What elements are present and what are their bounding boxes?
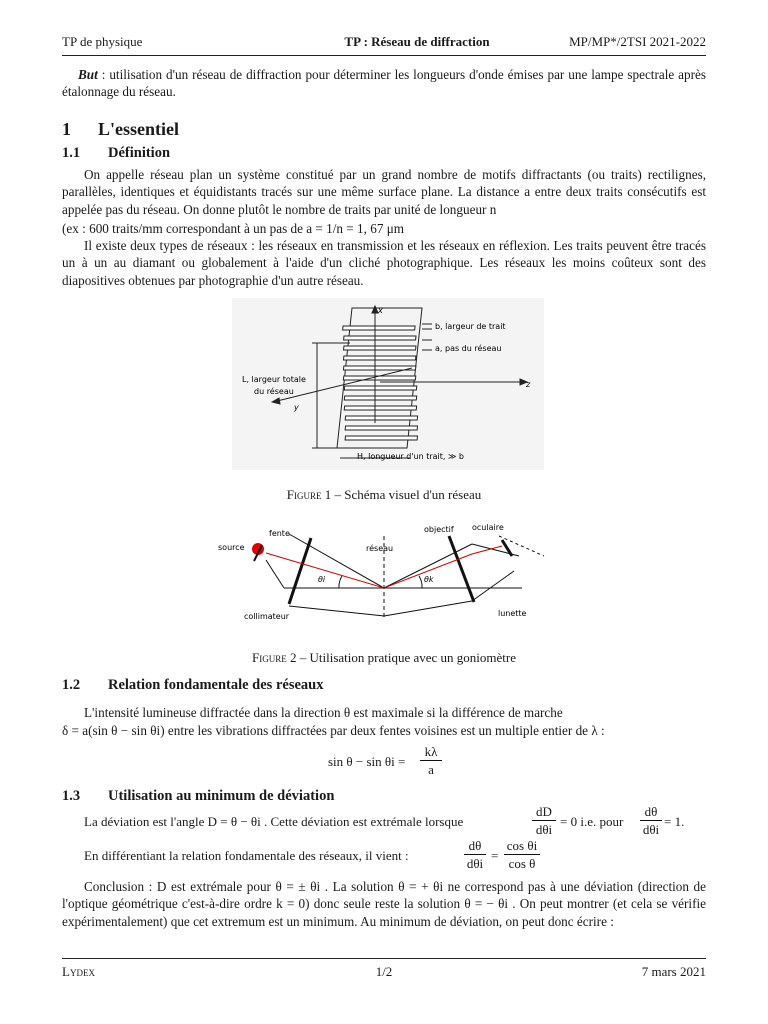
goal-text: : utilisation d'un réseau de diffraction pour déterminer les longueurs d'onde émises par une lampe spectrale après étalonnage du réseau.	[62, 67, 706, 100]
deviation-text-2: = 0 i.e. pour	[560, 814, 624, 829]
goal-paragraph	[62, 66, 706, 101]
figure-1-caption-label: Figure 1	[286, 487, 332, 502]
label-theta-k: θk	[424, 575, 434, 584]
label-total-width-1: L, largeur totale	[242, 375, 306, 384]
figure-2-caption-label: Figure 2	[252, 650, 297, 665]
footer-rule	[62, 958, 706, 959]
deviation-text-3: = 1.	[664, 814, 685, 829]
label-total-width-2: du réseau	[254, 387, 294, 396]
label-trait-length: H, longueur d'un trait, ≫ b	[357, 452, 464, 461]
section-1-3-title: Utilisation au minimum de déviation	[108, 788, 335, 804]
differentiation-fraction1-den: dθi	[466, 856, 484, 871]
figure-1-caption	[62, 487, 706, 503]
header-title: TP : Réseau de diffraction	[344, 34, 490, 49]
section-1-3-number: 1.3	[62, 788, 81, 804]
relation-paragraph-2: δ = a(sin θ − sin θi) entre les vibrations diffractées par deux fentes voisines est un multiple entier de λ :	[62, 723, 605, 738]
equation-numerator: kλ	[420, 744, 442, 761]
equation-lhs: sin θ − sin θi =	[328, 754, 406, 769]
section-1-2-heading	[62, 677, 323, 694]
axis-x-label: x	[378, 306, 383, 315]
figure-2-caption-text: – Utilisation pratique avec un goniomètre	[296, 650, 516, 665]
figure-2-goniometer-diagram	[214, 516, 554, 626]
footer-date: 7 mars 2021	[641, 964, 706, 979]
label-eyepiece: oculaire	[472, 523, 504, 532]
deviation-fraction2-num: dθ	[640, 804, 662, 821]
definition-example: (ex : 600 traits/mm correspondant à un pas de a = 1/n = 1, 67 μm	[62, 221, 405, 236]
types-paragraph: Il existe deux types de réseaux : les réseaux en transmission et les réseaux en réflexion. Les traits peuvent être tracés un à un au diamant ou globalement à l'aide d'un cliché photographique. Les réseaux les moins coûteux sont des diapositives obtenues par photographie d'un autre réseau.	[62, 238, 706, 288]
section-1-3-heading	[62, 788, 334, 805]
label-grating: réseau	[366, 544, 394, 553]
deviation-line	[84, 804, 704, 840]
differentiation-fraction1-num: dθ	[464, 838, 486, 855]
label-objective: objectif	[424, 525, 454, 534]
objective-lens	[449, 536, 474, 602]
label-telescope: lunette	[498, 609, 527, 618]
footer-page-number: 1/2	[375, 964, 393, 979]
figure-2-caption	[62, 650, 706, 666]
equation-denominator: a	[428, 762, 434, 777]
angle-k-arc	[419, 576, 422, 588]
deviation-text: La déviation est l'angle D = θ − θi . Cette déviation est extrémale lorsque	[84, 814, 464, 829]
axis-z-label: z	[526, 380, 531, 389]
label-slit: fente	[269, 529, 290, 538]
section-1-1-heading	[62, 145, 170, 162]
section-1-1-number: 1.1	[62, 145, 81, 161]
section-1-2-title: Relation fondamentale des réseaux	[108, 677, 324, 693]
section-1-heading	[62, 119, 179, 140]
figure-1-caption-text: – Schéma visuel d'un réseau	[331, 487, 482, 502]
differentiation-fraction2-num: cos θi	[504, 838, 540, 855]
axis-y-label: y	[294, 403, 299, 412]
page-header	[62, 34, 706, 54]
differentiation-line: En différentiant la relation fondamentale des réseaux, il vient : dθ dθi = cos θi cos θ	[84, 848, 704, 874]
label-trait-width: b, largeur de trait	[435, 322, 506, 331]
eyepiece-lens	[502, 540, 512, 556]
section-1-number: 1	[62, 119, 71, 139]
differentiation-fraction2-den: cos θ	[508, 856, 536, 871]
section-1-1-title: Définition	[108, 145, 171, 161]
section-1-title: L'essentiel	[98, 119, 179, 139]
deviation-fraction2-den: dθi	[642, 822, 660, 837]
label-theta-i: θi	[318, 575, 326, 584]
relation-paragraph-1: L'intensité lumineuse diffractée dans la direction θ est maximale si la différence de marche	[84, 705, 563, 720]
figure-1-grating-diagram	[232, 298, 544, 470]
label-source: source	[218, 543, 245, 552]
header-rule	[62, 55, 706, 56]
deviation-fraction-den: dθi	[535, 822, 553, 837]
label-grating-pitch: a, pas du réseau	[435, 344, 502, 353]
footer-left: Lydex	[62, 964, 95, 979]
conclusion-paragraph: Conclusion : D est extrémale pour θ = ± θi . La solution θ = + θi ne correspond pas à une déviation (direction de l'optique géométrique c'est-à-dire ordre k = 0) donc seule reste la solution θ = − θi . On peut montrer (et cela se vérifie expérimentalement) que cet extremum est un minimum. Au minimum de déviation, on peut donc écrire :	[62, 879, 706, 929]
collimator-lens	[289, 538, 311, 604]
definition-paragraph: On appelle réseau plan un système constitué par un grand nombre de motifs diffractants (ou traits) rectilignes, parallèles, identiques et équidistants tracés sur une même surface plane. La distance a entre deux traits consécutifs est appelée pas du réseau. On donne plutôt le nombre de traits par unité de longueur n	[62, 167, 706, 217]
header-left: TP de physique	[62, 34, 143, 49]
label-collimator: collimateur	[244, 612, 290, 621]
deviation-fraction-num: dD	[532, 804, 556, 821]
goal-label: But	[78, 67, 98, 82]
angle-i-arc	[339, 576, 342, 588]
differentiation-text: En différentiant la relation fondamentale des réseaux, il vient :	[84, 848, 409, 863]
section-1-2-number: 1.2	[62, 677, 81, 693]
header-right: MP/MP*/2TSI 2021-2022	[569, 34, 706, 49]
